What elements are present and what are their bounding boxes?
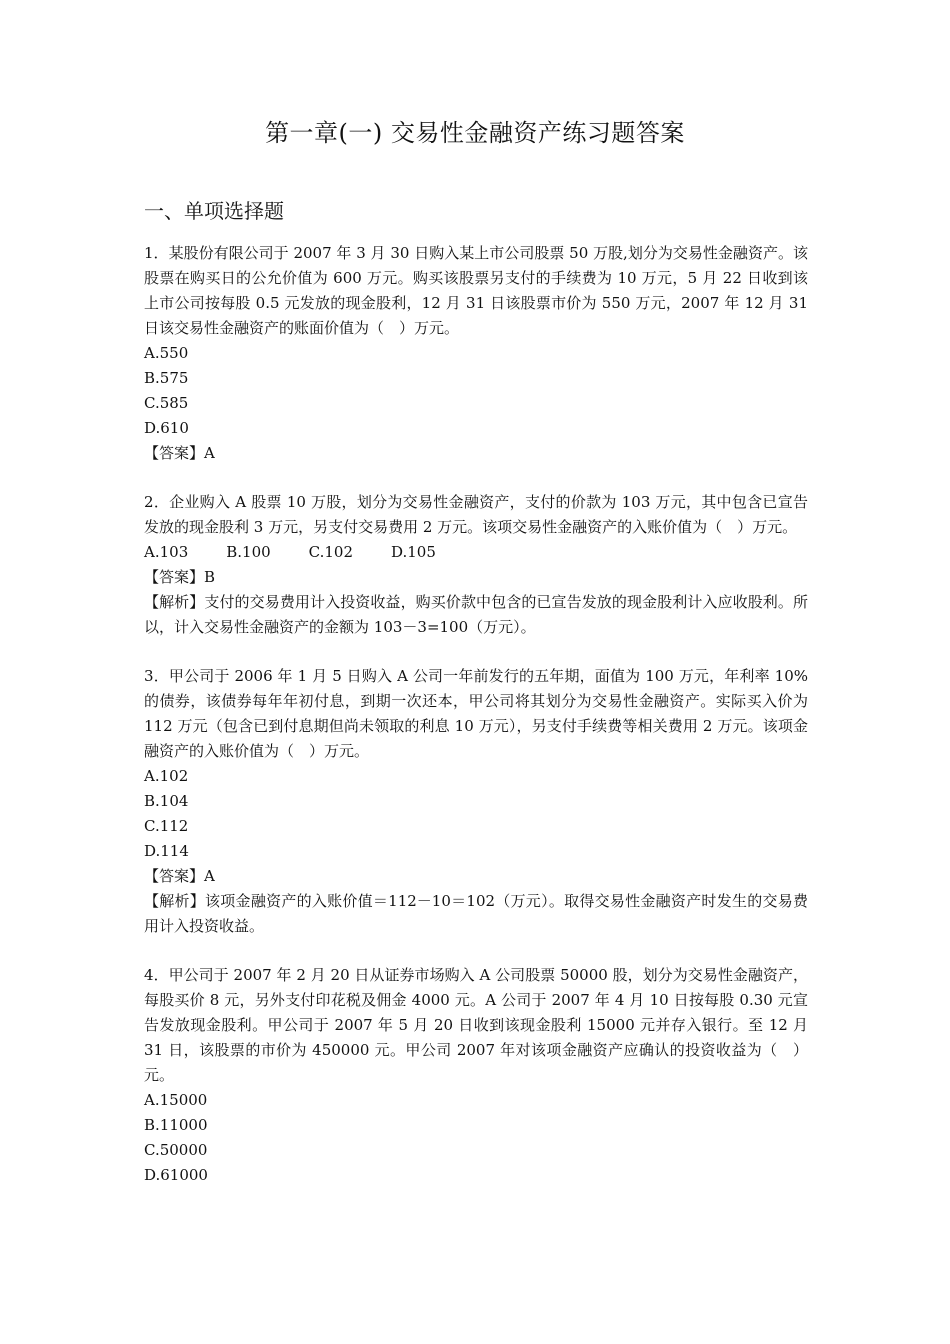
option-a: A.102	[144, 767, 189, 785]
spacer	[144, 466, 808, 490]
question-3	[144, 664, 808, 939]
section-heading: 一、单项选择题	[144, 199, 284, 223]
option-d: D.610	[144, 419, 189, 437]
question-text: 1．某股份有限公司于 2007 年 3 月 30 日购入某上市公司股票 50 万股,划分为交易性金融资产。该股票在购买日的公允价值为 600 万元。购买该股票另支付的手续费为 10 万元，5 月 22 日收到该上市公司按每股 0.5 元发放的现金股利，12 月 31 日该股票市价为 550 万元，2007 年 12 月 31 日该交易性金融资产的账面价值为（ ）万元。	[144, 244, 808, 337]
option-c: C.112	[144, 817, 189, 835]
option-c: C.102	[308, 543, 353, 561]
option-row	[144, 540, 808, 565]
question-text: 3．甲公司于 2006 年 1 月 5 日购入 A 公司一年前发行的五年期，面值为 100 万元，年利率 10%的债券，该债券每年年初付息，到期一次还本，甲公司将其划分为交易性金融资产。实际买入价为 112 万元（包含已到付息期但尚未领取的利息 10 万元），另支付手续费等相关费用 2 万元。该项金融资产的入账价值为（ ）万元。	[144, 667, 808, 760]
option-a: A.550	[144, 344, 189, 362]
question-list	[144, 241, 808, 1188]
answer: 【答案】A	[144, 867, 215, 885]
option-c: C.585	[144, 394, 189, 412]
answer: 【答案】A	[144, 444, 215, 462]
explanation: 【解析】支付的交易费用计入投资收益，购买价款中包含的已宣告发放的现金股利计入应收股利。所以，计入交易性金融资产的金额为 103－3=100（万元）。	[144, 593, 808, 636]
question-2	[144, 490, 808, 640]
spacer	[144, 939, 808, 963]
option-a: A.103	[144, 543, 189, 561]
option-b: B.100	[226, 543, 271, 561]
option-a: A.15000	[144, 1091, 208, 1109]
explanation: 【解析】该项金融资产的入账价值＝112－10＝102（万元）。取得交易性金融资产时发生的交易费用计入投资收益。	[144, 892, 808, 935]
question-1	[144, 241, 808, 466]
question-text: 4．甲公司于 2007 年 2 月 20 日从证券市场购入 A 公司股票 50000 股，划分为交易性金融资产，每股买价 8 元，另外支付印花税及佣金 4000 元。A 公司于 2007 年 4 月 10 日按每股 0.30 元宣告发放现金股利。甲公司于 2007 年 5 月 20 日收到该现金股利 15000 元并存入银行。至 12 月 31 日，该股票的市价为 450000 元。甲公司 2007 年对该项金融资产应确认的投资收益为（ ）元。	[144, 966, 808, 1084]
question-4	[144, 963, 808, 1188]
option-d: D.105	[391, 543, 436, 561]
option-b: B.11000	[144, 1116, 208, 1134]
question-text: 2．企业购入 A 股票 10 万股，划分为交易性金融资产，支付的价款为 103 万元，其中包含已宣告发放的现金股利 3 万元，另支付交易费用 2 万元。该项交易性金融资产的入账价值为（ ）万元。	[144, 493, 808, 536]
option-b: B.104	[144, 792, 189, 810]
page-title: 第一章(一) 交易性金融资产练习题答案	[265, 119, 685, 147]
spacer	[144, 640, 808, 664]
answer: 【答案】B	[144, 568, 216, 586]
option-d: D.114	[144, 842, 189, 860]
option-d: D.61000	[144, 1166, 208, 1184]
option-b: B.575	[144, 369, 189, 387]
option-c: C.50000	[144, 1141, 208, 1159]
